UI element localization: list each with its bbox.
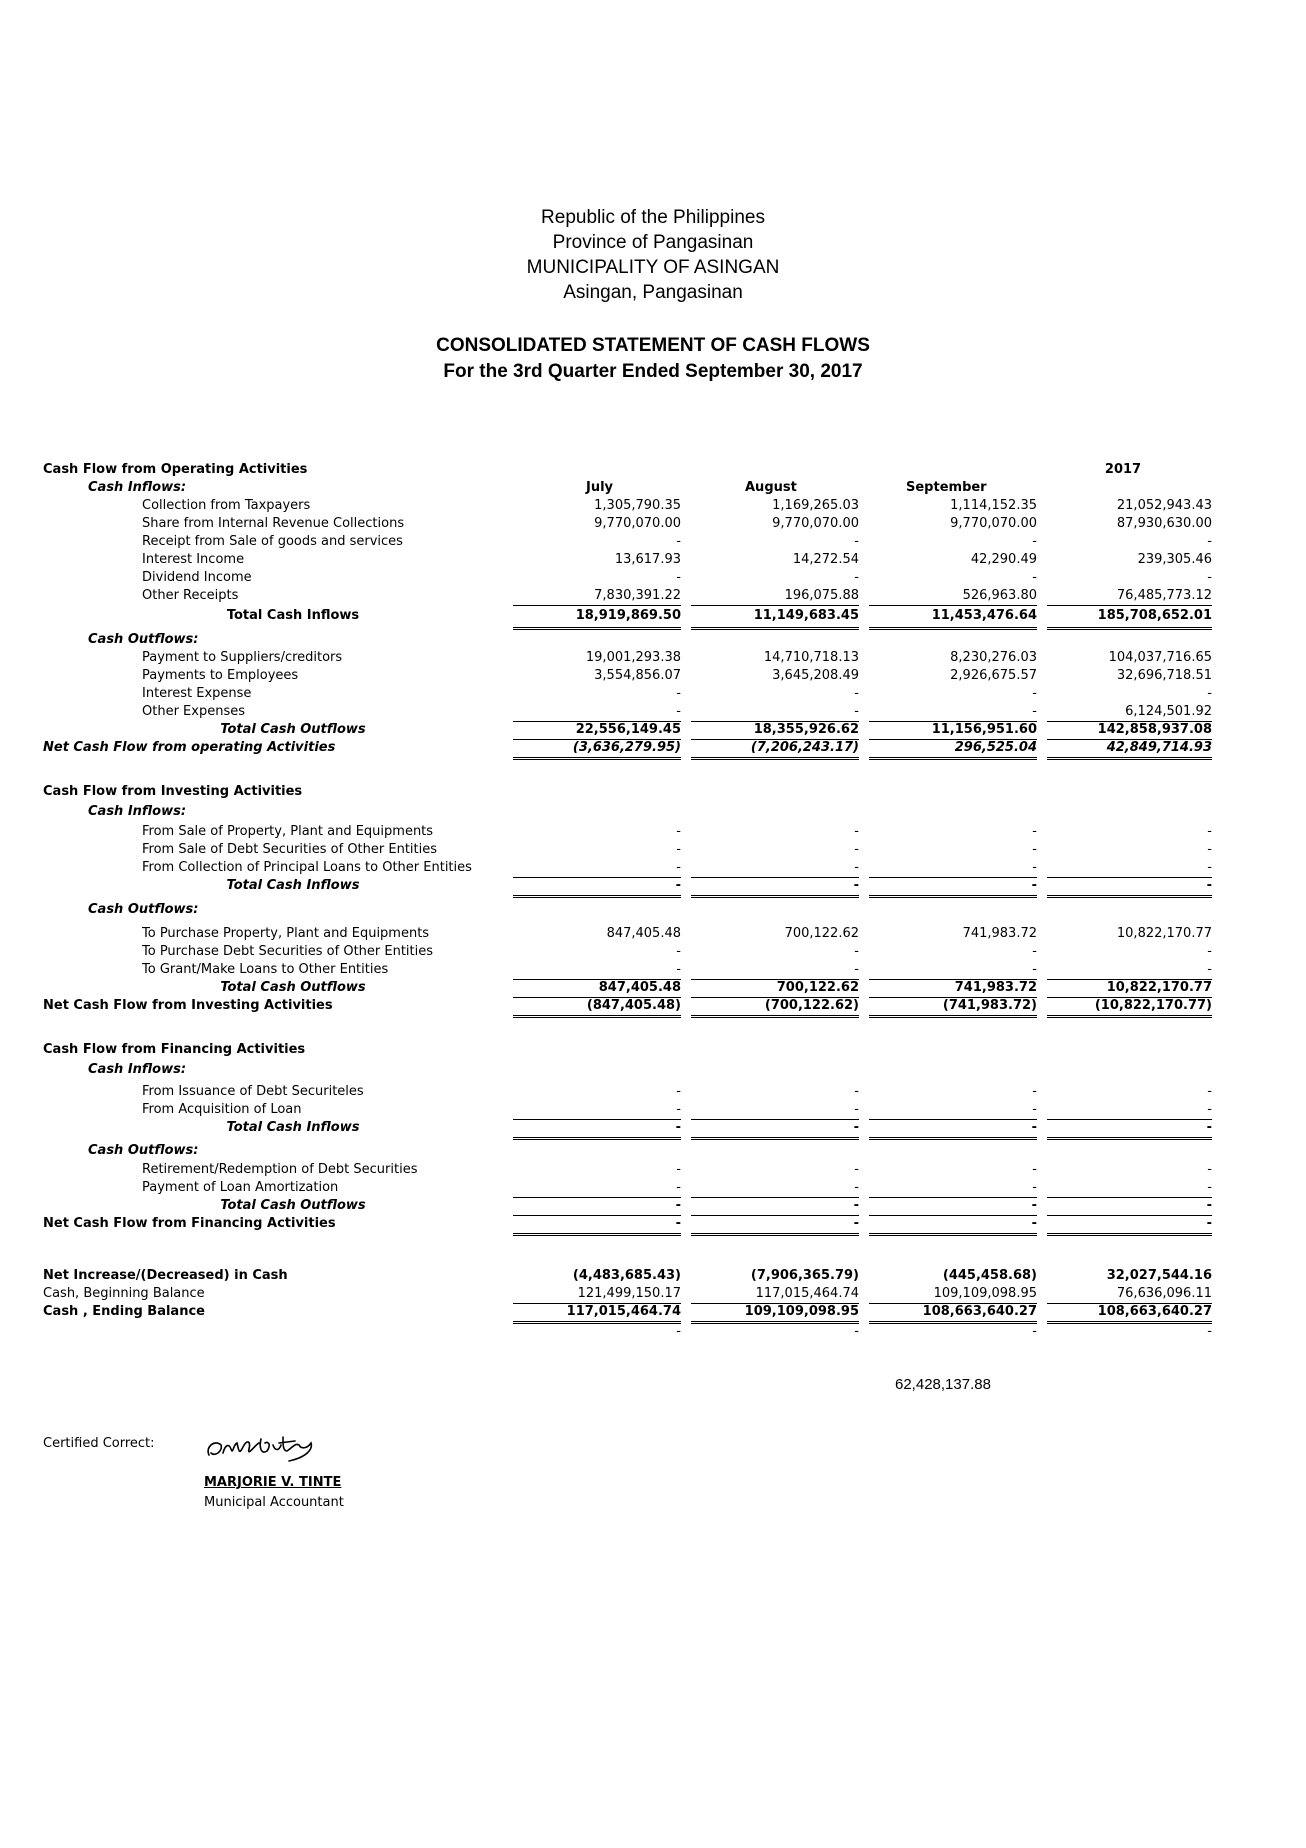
- section-heading: Cash Flow from Operating Activities: [43, 462, 308, 477]
- line-item-row: [43, 533, 1213, 551]
- subsection-heading: Cash Inflows:: [88, 804, 187, 819]
- summary-label: Cash, Beginning Balance: [43, 1286, 205, 1301]
- line-item-label: From Sale of Property, Plant and Equipments: [142, 824, 434, 839]
- statement-title-block: [0, 333, 1306, 385]
- total-label: Total Cash Inflows: [226, 878, 360, 893]
- line-item-row: [43, 667, 1213, 685]
- amount-cell: -: [854, 1084, 859, 1099]
- amount-cell: -: [854, 824, 859, 839]
- header-republic: Republic of the Philippines: [541, 207, 765, 228]
- amount-cell: -: [1032, 570, 1037, 585]
- amount-cell: 741,983.72: [962, 926, 1037, 941]
- amount-cell: -: [513, 1197, 681, 1216]
- amount-cell: -: [1207, 824, 1212, 839]
- amount-cell: 847,405.48: [513, 979, 681, 998]
- amount-cell: -: [676, 1084, 681, 1099]
- amount-cell: 1,114,152.35: [950, 498, 1037, 513]
- amount-cell: -: [513, 1119, 681, 1140]
- line-item-label: Payment of Loan Amortization: [142, 1180, 339, 1195]
- amount-cell: 104,037,716.65: [1108, 650, 1212, 665]
- total-label: Total Cash Inflows: [226, 608, 360, 623]
- amount-cell: 87,930,630.00: [1116, 516, 1212, 531]
- line-item-row: [43, 961, 1213, 979]
- line-item-label: To Grant/Make Loans to Other Entities: [142, 962, 389, 977]
- line-item-row: [43, 649, 1213, 667]
- total-row: [43, 605, 1213, 627]
- line-item-label: From Collection of Principal Loans to Other Entities: [142, 860, 472, 875]
- amount-cell: 14,272.54: [792, 552, 859, 567]
- total-label: Total Cash Outflows: [220, 1198, 366, 1213]
- summary-label: Cash , Ending Balance: [43, 1304, 205, 1319]
- line-item-row: [43, 515, 1213, 533]
- amount-cell: 18,919,869.50: [513, 605, 681, 630]
- amount-cell: -: [854, 570, 859, 585]
- amount-cell: -: [869, 961, 1037, 980]
- amount-cell: 8,230,276.03: [950, 650, 1037, 665]
- line-item-row: [43, 551, 1213, 569]
- amount-cell: -: [1207, 686, 1212, 701]
- amount-cell: 76,485,773.12: [1047, 587, 1212, 606]
- amount-cell: -: [691, 1179, 859, 1198]
- line-item-row: [43, 943, 1213, 961]
- line-item-label: From Acquisition of Loan: [142, 1102, 302, 1117]
- amount-cell: 19,001,293.38: [585, 650, 681, 665]
- document-header: [0, 205, 1306, 305]
- cash-flow-table: [43, 461, 1213, 1343]
- amount-cell: -: [869, 1179, 1037, 1198]
- column-header-september: September: [906, 480, 987, 495]
- amount-cell: -: [1032, 824, 1037, 839]
- amount-cell: 10,822,170.77: [1047, 979, 1212, 998]
- signer-name: MARJORIE V. TINTE: [204, 1475, 342, 1490]
- amount-cell: -: [676, 570, 681, 585]
- amount-cell: -: [1047, 1179, 1212, 1198]
- amount-cell: 117,015,464.74: [513, 1303, 681, 1324]
- net-row: [43, 739, 1213, 757]
- amount-cell: -: [691, 877, 859, 898]
- subsection-heading-row: [43, 1059, 1213, 1083]
- section-heading-row: [43, 783, 1213, 801]
- total-row: [43, 721, 1213, 739]
- spacer: [43, 1015, 1213, 1041]
- column-header-august: August: [745, 480, 797, 495]
- amount-cell: -: [691, 961, 859, 980]
- amount-cell: -: [869, 1119, 1037, 1140]
- line-item-row: [43, 1179, 1213, 1197]
- subsection-heading-row: [43, 801, 1213, 823]
- summary-label: Net Increase/(Decreased) in Cash: [43, 1268, 288, 1283]
- line-item-label: Collection from Taxpayers: [142, 498, 311, 513]
- amount-cell: -: [513, 1179, 681, 1198]
- amount-cell: -: [691, 1101, 859, 1120]
- amount-cell: -: [676, 534, 681, 549]
- amount-cell: -: [513, 1215, 681, 1236]
- amount-cell: 847,405.48: [606, 926, 681, 941]
- amount-cell: -: [854, 842, 859, 857]
- amount-cell: 700,122.62: [691, 979, 859, 998]
- amount-cell: 32,027,544.16: [1106, 1268, 1212, 1283]
- check-row: [43, 1321, 1213, 1343]
- line-item-row: [43, 925, 1213, 943]
- statement-title: CONSOLIDATED STATEMENT OF CASH FLOWS: [436, 335, 870, 356]
- line-item-label: Other Receipts: [142, 588, 239, 603]
- signer-title: Municipal Accountant: [204, 1495, 344, 1510]
- amount-cell: -: [854, 534, 859, 549]
- amount-cell: -: [691, 859, 859, 878]
- line-item-row: [43, 703, 1213, 721]
- amount-cell: 741,983.72: [869, 979, 1037, 998]
- amount-cell: 76,636,096.11: [1047, 1285, 1212, 1304]
- amount-cell: -: [691, 1119, 859, 1140]
- amount-cell: 6,124,501.92: [1047, 703, 1212, 722]
- line-item-label: Share from Internal Revenue Collections: [142, 516, 405, 531]
- amount-cell: 239,305.46: [1137, 552, 1212, 567]
- line-item-row: [43, 587, 1213, 605]
- amount-cell: 3,554,856.07: [594, 668, 681, 683]
- amount-cell: (3,636,279.95): [513, 739, 681, 760]
- amount-cell: -: [1032, 842, 1037, 857]
- line-item-label: Interest Income: [142, 552, 245, 567]
- line-item-row: [43, 1161, 1213, 1179]
- amount-cell: -: [1047, 1215, 1212, 1236]
- line-item-label: Payments to Employees: [142, 668, 299, 683]
- amount-cell: -: [1207, 944, 1212, 959]
- amount-cell: -: [854, 944, 859, 959]
- amount-cell: -: [513, 877, 681, 898]
- amount-cell: (7,906,365.79): [750, 1268, 859, 1283]
- line-item-row: [43, 497, 1213, 515]
- amount-cell: -: [1032, 534, 1037, 549]
- subsection-heading: Cash Outflows:: [88, 632, 199, 647]
- amount-cell: 14,710,718.13: [763, 650, 859, 665]
- amount-cell: -: [1047, 1101, 1212, 1120]
- net-row: [43, 997, 1213, 1015]
- line-item-row: [43, 685, 1213, 703]
- amount-cell: -: [1047, 877, 1212, 898]
- amount-cell: -: [1047, 1119, 1212, 1140]
- amount-cell: -: [691, 703, 859, 722]
- section-heading-row: [43, 461, 1213, 479]
- summary-row: [43, 1285, 1213, 1303]
- amount-cell: 1,169,265.03: [772, 498, 859, 513]
- total-label: Total Cash Inflows: [226, 1120, 360, 1135]
- header-address: Asingan, Pangasinan: [563, 282, 743, 303]
- subsection-heading-row: [43, 895, 1213, 925]
- amount-cell: 109,109,098.95: [691, 1303, 859, 1324]
- amount-cell: -: [869, 1197, 1037, 1216]
- total-row: [43, 877, 1213, 895]
- amount-cell: 7,830,391.22: [513, 587, 681, 606]
- amount-cell: 18,355,926.62: [691, 721, 859, 740]
- amount-cell: 9,770,070.00: [594, 516, 681, 531]
- amount-cell: -: [1207, 1324, 1212, 1339]
- amount-cell: -: [676, 842, 681, 857]
- amount-cell: -: [1207, 1084, 1212, 1099]
- amount-cell: 121,499,150.17: [513, 1285, 681, 1304]
- column-header-july: July: [586, 480, 614, 495]
- amount-cell: -: [513, 859, 681, 878]
- spacer: [43, 757, 1213, 783]
- amount-cell: -: [854, 686, 859, 701]
- amount-cell: -: [676, 686, 681, 701]
- spacer: [43, 1233, 1213, 1267]
- amount-cell: 22,556,149.45: [513, 721, 681, 740]
- line-item-row: [43, 1083, 1213, 1101]
- amount-cell: -: [1047, 859, 1212, 878]
- amount-cell: -: [1047, 1197, 1212, 1216]
- amount-cell: -: [1032, 1324, 1037, 1339]
- total-row: [43, 1119, 1213, 1137]
- amount-cell: -: [1207, 842, 1212, 857]
- amount-cell: (7,206,243.17): [691, 739, 859, 760]
- amount-cell: 42,849,714.93: [1047, 739, 1212, 760]
- subsection-heading-row: [43, 1137, 1213, 1161]
- amount-cell: 10,822,170.77: [1116, 926, 1212, 941]
- statement-period: For the 3rd Quarter Ended September 30, 2017: [443, 361, 863, 382]
- amount-cell: -: [1207, 570, 1212, 585]
- column-header-year: 2017: [1104, 462, 1142, 477]
- amount-cell: 21,052,943.43: [1116, 498, 1212, 513]
- section-heading: Cash Flow from Financing Activities: [43, 1042, 306, 1057]
- line-item-label: Retirement/Redemption of Debt Securities: [142, 1162, 418, 1177]
- amount-cell: 13,617.93: [614, 552, 681, 567]
- amount-cell: 42,290.49: [970, 552, 1037, 567]
- amount-cell: -: [513, 961, 681, 980]
- subsection-heading-row: [43, 479, 1213, 497]
- total-row: [43, 1197, 1213, 1215]
- amount-cell: -: [869, 859, 1037, 878]
- amount-cell: 117,015,464.74: [691, 1285, 859, 1304]
- amount-cell: (700,122.62): [691, 997, 859, 1018]
- amount-cell: 11,453,476.64: [869, 605, 1037, 630]
- line-item-row: [43, 1101, 1213, 1119]
- amount-cell: -: [676, 824, 681, 839]
- amount-cell: (847,405.48): [513, 997, 681, 1018]
- amount-cell: (4,483,685.43): [572, 1268, 681, 1283]
- amount-cell: 109,109,098.95: [869, 1285, 1037, 1304]
- amount-cell: -: [676, 1324, 681, 1339]
- amount-cell: -: [676, 1162, 681, 1177]
- net-label: Net Cash Flow from Investing Activities: [43, 998, 333, 1013]
- amount-cell: -: [869, 703, 1037, 722]
- amount-cell: -: [691, 1215, 859, 1236]
- total-label: Total Cash Outflows: [220, 980, 366, 995]
- line-item-row: [43, 859, 1213, 877]
- subsection-heading: Cash Inflows:: [88, 1062, 187, 1077]
- line-item-label: To Purchase Property, Plant and Equipments: [142, 926, 430, 941]
- amount-cell: -: [1047, 961, 1212, 980]
- amount-cell: 1,305,790.35: [594, 498, 681, 513]
- amount-cell: -: [513, 703, 681, 722]
- subsection-heading-row: [43, 627, 1213, 649]
- amount-cell: 3,645,208.49: [772, 668, 859, 683]
- amount-cell: 11,149,683.45: [691, 605, 859, 630]
- subsection-heading: Cash Outflows:: [88, 1143, 199, 1158]
- amount-cell: 700,122.62: [784, 926, 859, 941]
- amount-cell: 32,696,718.51: [1116, 668, 1212, 683]
- amount-cell: -: [869, 877, 1037, 898]
- summary-row: [43, 1303, 1213, 1321]
- amount-cell: -: [1032, 1084, 1037, 1099]
- line-item-label: To Purchase Debt Securities of Other Entities: [142, 944, 434, 959]
- amount-cell: (10,822,170.77): [1047, 997, 1212, 1018]
- header-municipality: MUNICIPALITY OF ASINGAN: [526, 257, 780, 278]
- amount-cell: (741,983.72): [869, 997, 1037, 1018]
- summary-row: [43, 1267, 1213, 1285]
- reconciliation-figure: 62,428,137.88: [895, 1376, 991, 1393]
- line-item-label: Other Expenses: [142, 704, 245, 719]
- section-heading: Cash Flow from Investing Activities: [43, 784, 303, 799]
- amount-cell: 526,963.80: [869, 587, 1037, 606]
- amount-cell: 11,156,951.60: [869, 721, 1037, 740]
- total-row: [43, 979, 1213, 997]
- header-province: Province of Pangasinan: [552, 232, 754, 253]
- amount-cell: -: [1032, 944, 1037, 959]
- amount-cell: 196,075.88: [691, 587, 859, 606]
- net-label: Net Cash Flow from Financing Activities: [43, 1216, 336, 1231]
- amount-cell: 108,663,640.27: [869, 1303, 1037, 1324]
- amount-cell: 296,525.04: [869, 739, 1037, 760]
- subsection-heading: Cash Outflows:: [88, 902, 199, 917]
- section-heading-row: [43, 1041, 1213, 1059]
- line-item-label: Dividend Income: [142, 570, 252, 585]
- amount-cell: 108,663,640.27: [1047, 1303, 1212, 1324]
- line-item-label: From Sale of Debt Securities of Other Entities: [142, 842, 438, 857]
- certified-correct-label: Certified Correct:: [43, 1436, 155, 1451]
- amount-cell: (445,458.68): [942, 1268, 1037, 1283]
- line-item-label: Receipt from Sale of goods and services: [142, 534, 403, 549]
- amount-cell: -: [854, 1162, 859, 1177]
- amount-cell: -: [1207, 534, 1212, 549]
- amount-cell: 142,858,937.08: [1047, 721, 1212, 740]
- amount-cell: -: [869, 1101, 1037, 1120]
- line-item-row: [43, 569, 1213, 587]
- amount-cell: -: [1032, 1162, 1037, 1177]
- amount-cell: -: [854, 1324, 859, 1339]
- signature-image: [203, 1425, 323, 1470]
- amount-cell: -: [1032, 686, 1037, 701]
- amount-cell: 185,708,652.01: [1047, 605, 1212, 630]
- net-label: Net Cash Flow from operating Activities: [43, 740, 336, 755]
- amount-cell: 9,770,070.00: [772, 516, 859, 531]
- line-item-row: [43, 823, 1213, 841]
- line-item-label: From Issuance of Debt Securiteles: [142, 1084, 364, 1099]
- amount-cell: -: [513, 1101, 681, 1120]
- line-item-row: [43, 841, 1213, 859]
- amount-cell: -: [691, 1197, 859, 1216]
- total-label: Total Cash Outflows: [220, 722, 366, 737]
- amount-cell: -: [1207, 1162, 1212, 1177]
- subsection-heading: Cash Inflows:: [88, 480, 187, 495]
- amount-cell: -: [869, 1215, 1037, 1236]
- line-item-label: Payment to Suppliers/creditors: [142, 650, 343, 665]
- amount-cell: 2,926,675.57: [950, 668, 1037, 683]
- line-item-label: Interest Expense: [142, 686, 252, 701]
- amount-cell: 9,770,070.00: [950, 516, 1037, 531]
- net-row: [43, 1215, 1213, 1233]
- amount-cell: -: [676, 944, 681, 959]
